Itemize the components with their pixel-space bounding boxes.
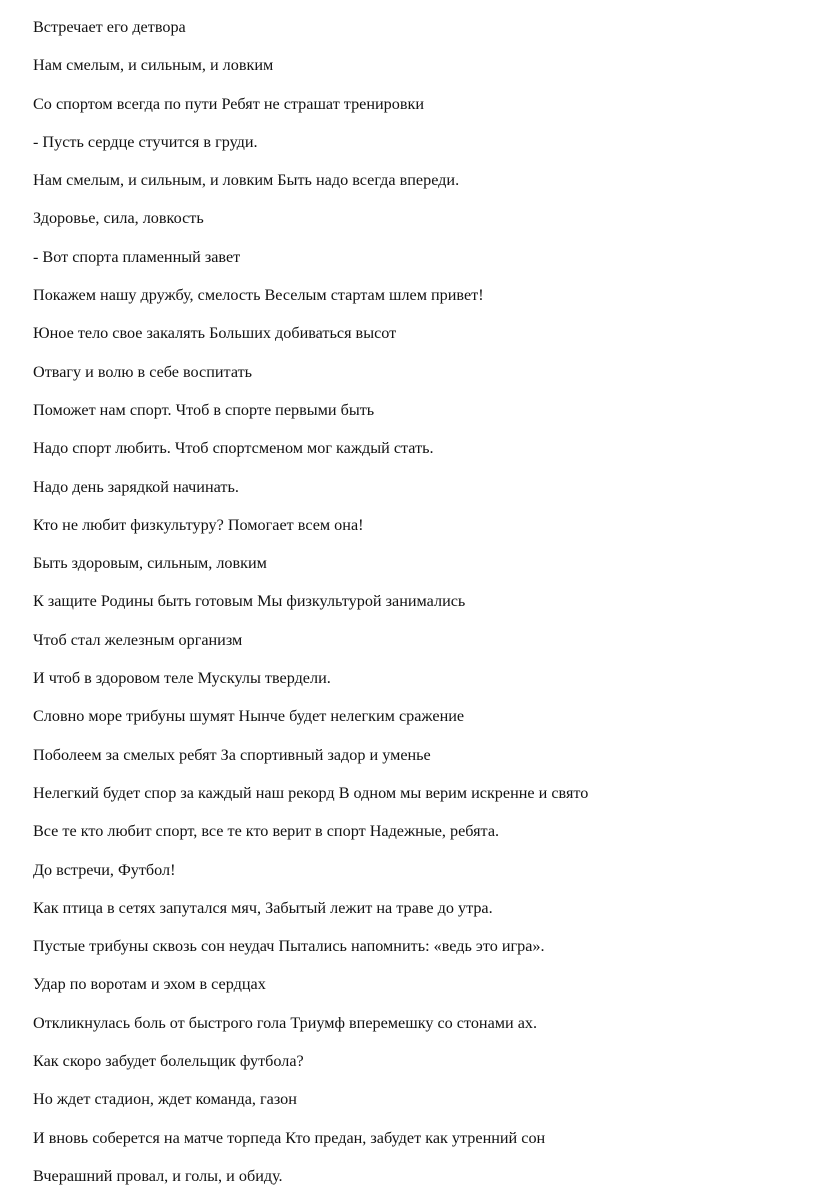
text-line: Кто не любит физкультуру? Помогает всем она! — [33, 515, 364, 534]
text-line: Откликнулась боль от быстрого гола Триумф вперемешку со стонами ах. — [33, 1013, 538, 1032]
text-line: Нам смелым, и сильным, и ловким — [33, 56, 274, 75]
text-line: - Пусть сердце стучится в груди. — [33, 132, 258, 151]
poem-text — [33, 14, 588, 1201]
text-line: И чтоб в здоровом теле Мускулы твердели. — [33, 669, 331, 688]
text-line: Со спортом всегда по пути Ребят не страшат тренировки — [33, 94, 425, 113]
text-line: Надо день зарядкой начинать. — [33, 477, 239, 496]
text-line: Как скоро забудет болельщик футбола? — [33, 1052, 304, 1071]
text-line: Словно море трибуны шумят Нынче будет нелегким сражение — [33, 707, 465, 726]
text-line: Но ждет стадион, ждет команда, газон — [33, 1090, 297, 1109]
text-line: Поможет нам спорт. Чтоб в спорте первыми быть — [33, 400, 375, 419]
text-line: Встречает его детвора — [33, 18, 186, 36]
text-line: Поболеем за смелых ребят За спортивный задор и уменье — [33, 745, 431, 764]
text-line: Как птица в сетях запутался мяч, Забытый лежит на траве до утра. — [33, 898, 493, 917]
text-line: Покажем нашу дружбу, смелость Веселым стартам шлем привет! — [33, 286, 484, 305]
text-line: До встречи, Футбол! — [33, 860, 176, 879]
text-line: Юное тело свое закалять Больших добиваться высот — [33, 324, 397, 343]
text-line: Чтоб стал железным организм — [33, 630, 243, 649]
text-line: Быть здоровым, сильным, ловким — [33, 554, 267, 573]
text-line: Нам смелым, и сильным, и ловким Быть надо всегда впереди. — [33, 171, 460, 190]
text-line: И вновь соберется на матче торпеда Кто предан, забудет как утренний сон — [33, 1128, 546, 1147]
text-line: Удар по воротам и эхом в сердцах — [33, 975, 266, 994]
text-line: - Вот спорта пламенный завет — [33, 247, 241, 266]
text-line: Здоровье, сила, ловкость — [33, 209, 204, 228]
text-line: Вчерашний провал, и голы, и обиду. — [33, 1166, 283, 1185]
text-line: Все те кто любит спорт, все те кто верит в спорт Надежные, ребята. — [33, 822, 500, 841]
text-line: Пустые трибуны сквозь сон неудач Пытались напомнить: «ведь это игра». — [33, 937, 545, 956]
text-line: Надо спорт любить. Чтоб спортсменом мог каждый стать. — [33, 439, 434, 458]
text-line: К защите Родины быть готовым Мы физкультурой занимались — [33, 592, 466, 611]
text-line: Отвагу и волю в себе воспитать — [33, 362, 253, 381]
text-line: Нелегкий будет спор за каждый наш рекорд В одном мы верим искренне и свято — [33, 783, 589, 802]
